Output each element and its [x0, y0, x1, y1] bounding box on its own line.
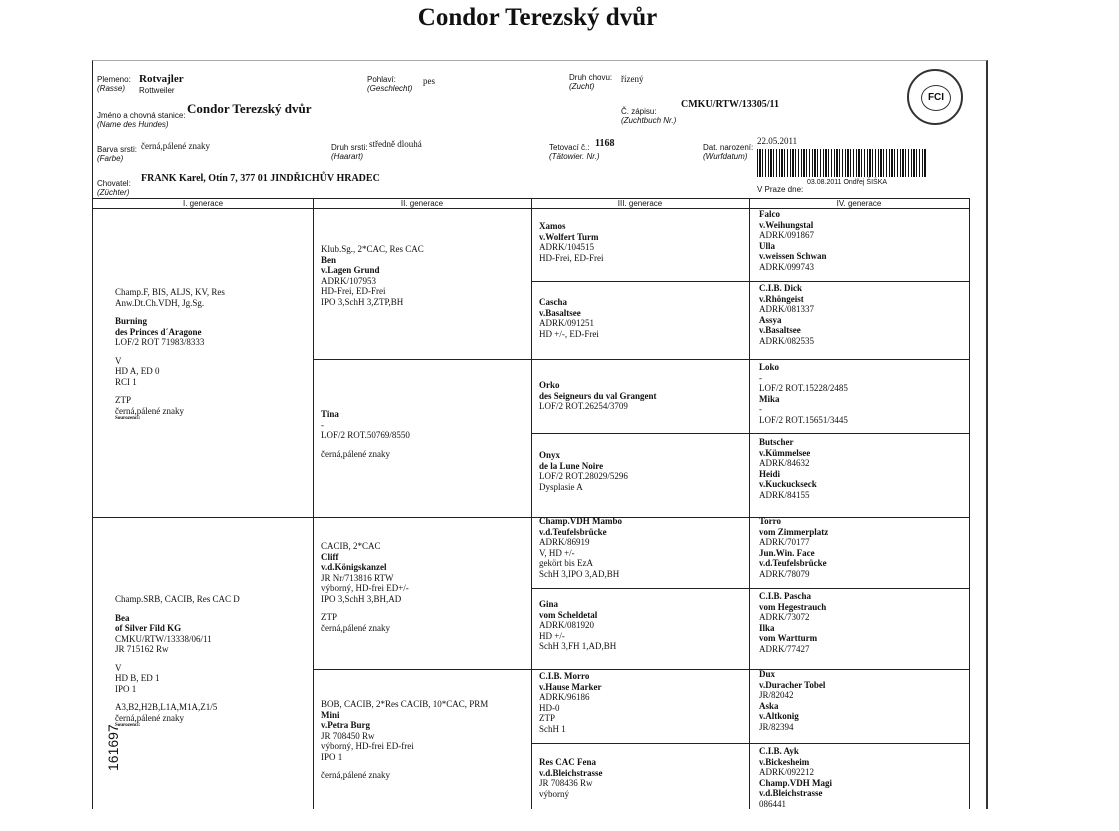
- gen1-dam: Champ.SRB, CACIB, Res CAC D Bea of Silver Fild KG CMKU/RTW/13338/06/11 JR 715162 Rw V HD B, ED 1 IPO 1 A3,B2,H2B,L1A,M1A,Z1/5 černá,pálené znaky Sourozenci:: [115, 594, 240, 728]
- gen4-cell: Loko - LOF/2 ROT.15228/2485 Mika - LOF/2 ROT.15651/3445: [759, 362, 848, 425]
- grid-hline: [531, 281, 969, 282]
- grid-hline: [531, 588, 969, 589]
- grid-vline: [969, 198, 970, 809]
- coat-value: středně dlouhá: [369, 139, 422, 149]
- grid-vline: [531, 198, 532, 809]
- grid-hline: [313, 359, 969, 360]
- pedigree-document: [92, 60, 988, 809]
- gen3-cell: Xamos v.Wolfert Turm ADRK/104515 HD-Frei, ED-Frei: [539, 221, 604, 263]
- gen1-sire: Champ.F, BIS, ALJS, KV, Res Anw.Dt.Ch.VDH, Jg.Sg. Burning des Princes d´Aragone LOF/2 ROT 71983/8333 V HD A, ED 0 RCI 1 ZTP černá,pálené znaky Sourozenci:: [115, 287, 225, 421]
- dob-value: 22.05.2011: [757, 136, 798, 146]
- sex-label: Pohlaví: (Geschlecht): [367, 75, 413, 93]
- issued-label: V Praze dne:: [757, 185, 804, 194]
- gen-header-1: I. generace: [93, 198, 313, 209]
- issued-value: 03.08.2011 Ondřej ŠIŠKA: [807, 179, 888, 186]
- gen4-cell: C.I.B. Pascha vom Hegestrauch ADRK/73072 Ilka vom Wartturm ADRK/77427: [759, 591, 827, 654]
- sex-value: pes: [423, 76, 435, 86]
- gen-header-3: III. generace: [531, 198, 749, 209]
- dob-label: Dat. narození: (Wurfdatum): [703, 143, 754, 161]
- breeding-value: řízený: [621, 74, 644, 84]
- gen3-cell: Onyx de la Lune Noire LOF/2 ROT.28029/5296 Dysplasie A: [539, 450, 628, 492]
- fci-logo: FCI: [921, 85, 951, 111]
- grid-hline: [531, 433, 969, 434]
- gen-header-4: IV. generace: [749, 198, 969, 209]
- gen4-cell: C.I.B. Ayk v.Bickesheim ADRK/092212 Champ.VDH Magi v.d.Bleichstrasse 086441: [759, 746, 833, 809]
- gen2-cell: Klub.Sg., 2*CAC, Res CAC Ben v.Lagen Grund ADRK/107953 HD-Frei, ED-Frei IPO 3,SchH 3,ZTP,BH: [321, 244, 424, 307]
- gen2-cell: Tina - LOF/2 ROT.50769/8550 černá,pálené znaky: [321, 409, 410, 459]
- barcode: [757, 149, 927, 177]
- studbook-value: CMKU/RTW/13305/11: [681, 99, 779, 110]
- gen4-cell: Torro vom Zimmerplatz ADRK/70177 Jun.Win. Face v.d.Teufelsbrücke ADRK/78079: [759, 516, 829, 579]
- gen2-cell: CACIB, 2*CAC Cliff v.d.Königskanzel JR Nr/713816 RTW výborný, HD-frei ED+/- IPO 3,SchH 3,BH,AD ZTP černá,pálené znaky: [321, 541, 409, 633]
- grid-hline: [531, 743, 969, 744]
- color-label: Barva srsti: (Farbe): [97, 145, 138, 163]
- breeder-label: Chovatel: (Züchter): [97, 179, 131, 197]
- gen3-cell: Orko des Seigneurs du val Grangent LOF/2 ROT.26254/3709: [539, 380, 657, 411]
- gen4-cell: Falco v.Weihungstal ADRK/091867 Ulla v.weissen Schwan ADRK/099743: [759, 209, 827, 272]
- grid-vline: [749, 198, 750, 809]
- gen4-cell: Dux v.Duracher Tobel JR/82042 Aska v.Altkonig JR/82394: [759, 669, 826, 732]
- gen4-cell: C.I.B. Dick v.Rhöngeist ADRK/081337 Assya v.Basaltsee ADRK/082535: [759, 283, 815, 346]
- studbook-label: Č. zápisu: (Zuchtbuch Nr.): [621, 107, 677, 125]
- gen-header-2: II. generace: [313, 198, 531, 209]
- gen3-cell: Champ.VDH Mambo v.d.Teufelsbrücke ADRK/86919 V, HD +/- gekört bis EzA SchH 3,IPO 3,AD,BH: [539, 516, 623, 579]
- side-serial-number: 161697: [105, 724, 121, 771]
- coat-label: Druh srsti: (Haarart): [331, 143, 368, 161]
- grid-vline: [313, 198, 314, 809]
- name-label: Jméno a chovná stanice: (Name des Hundes): [97, 111, 186, 129]
- tattoo-label: Tetovací č.: (Tätowier. Nr.): [549, 143, 600, 161]
- breeding-label: Druh chovu: (Zucht): [569, 73, 613, 91]
- gen3-cell: Gina vom Scheldetal ADRK/081920 HD +/- SchH 3,FH 1,AD,BH: [539, 599, 617, 651]
- fci-seal: [907, 69, 963, 125]
- grid-hline: [93, 517, 969, 518]
- grid-hline: [313, 669, 969, 670]
- gen3-cell: Res CAC Fena v.d.Bleichstrasse JR 708436 Rw výborný: [539, 757, 603, 799]
- gen2-cell: BOB, CACIB, 2*Res CACIB, 10*CAC, PRM Mini v.Petra Burg JR 708450 Rw výborný, HD-frei ED-frei IPO 1 černá,pálené znaky: [321, 699, 489, 780]
- page-title: Condor Terezský dvůr: [417, 4, 658, 31]
- gen4-cell: Butscher v.Kümmelsee ADRK/84632 Heidi v.Kuckuckseck ADRK/84155: [759, 437, 817, 500]
- tattoo-value: 1168: [595, 138, 615, 149]
- gen3-cell: C.I.B. Morro v.Hause Marker ADRK/96186 HD-0 ZTP SchH 1: [539, 671, 602, 734]
- breed-value: Rotvajler: [139, 73, 184, 85]
- gen3-cell: Cascha v.Basaltsee ADRK/091251 HD +/-, ED-Frei: [539, 297, 599, 339]
- breed-value-de: Rottweiler: [139, 86, 175, 95]
- breeder-value: FRANK Karel, Otín 7, 377 01 JINDŘICHŮV HRADEC: [141, 173, 380, 184]
- breed-label: Plemeno: (Rasse): [97, 75, 131, 93]
- dog-name-value: Condor Terezský dvůr: [187, 101, 312, 116]
- color-value: černá,pálené znaky: [141, 141, 210, 151]
